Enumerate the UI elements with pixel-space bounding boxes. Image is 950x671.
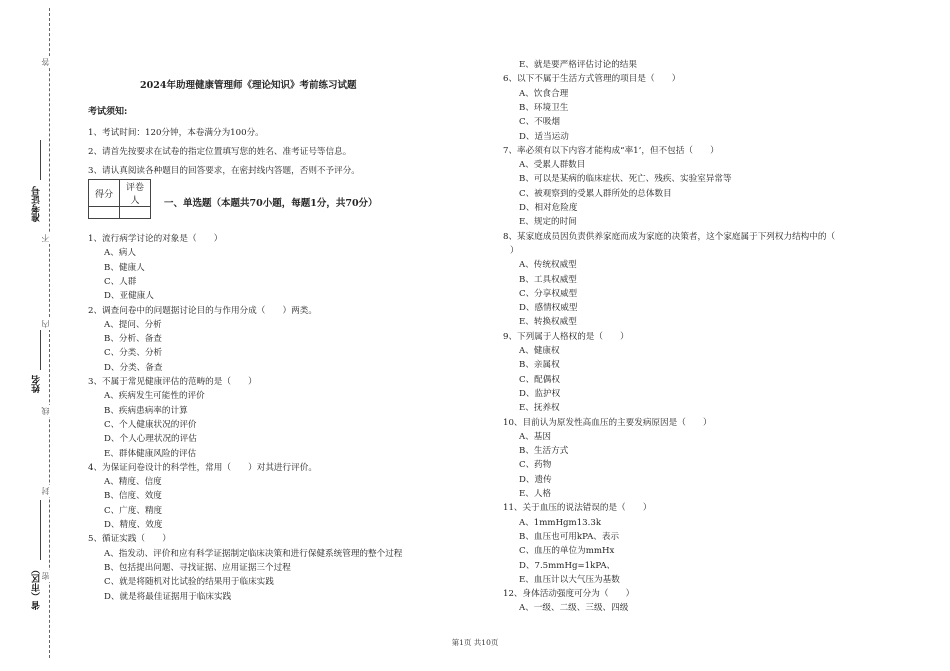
answer-option: D、监护权 (519, 388, 561, 399)
notice-heading: 考试须知: (88, 107, 128, 117)
answer-option: C、就是将随机对比试验的结果用于临床实践 (104, 577, 274, 588)
answer-option: B、可以是某病的临床症状、死亡、残疾、实验室异常等 (519, 174, 732, 185)
seal-mark: 线 (41, 407, 50, 415)
answer-option: B、疾病患病率的计算 (104, 405, 188, 416)
answer-option: C、不吸烟 (519, 117, 560, 128)
region-label: 省（市区） (32, 565, 42, 610)
answer-option: B、血压也可用kPA、表示 (519, 531, 620, 542)
answer-option: C、分类、分析 (104, 348, 163, 359)
page-footer: 第1页 共10页 (451, 638, 499, 647)
score-cell[interactable] (89, 207, 120, 219)
seal-dashed-line (49, 8, 50, 658)
answer-option: B、包括提出问题、寻找证据、应用证据三个过程 (104, 562, 291, 573)
score-header: 得分 (89, 180, 120, 207)
question-stem: 2、调查问卷中的问题据讨论目的与作用分成（ ）两类。 (88, 305, 317, 316)
answer-option: C、分享权威型 (519, 288, 578, 299)
question-stem: 11、关于血压的说法错误的是（ ） (503, 503, 652, 514)
answer-option: B、环境卫生 (519, 102, 569, 113)
grader-cell[interactable] (120, 207, 151, 219)
answer-option: C、广度、精度 (104, 505, 163, 516)
notice-item: 3、请认真阅读各种题目的回答要求，在密封线内答题，否则不予评分。 (88, 166, 360, 176)
answer-option: E、血压计以大气压为基数 (519, 574, 620, 585)
answer-option: E、人格 (519, 489, 552, 499)
question-stem-continuation: ） (510, 245, 519, 256)
answer-option: D、相对危险度 (519, 203, 578, 213)
answer-option: A、病人 (104, 248, 136, 259)
seal-mark: 答 (41, 58, 50, 66)
section-title: 一、单选题（本题共70小题，每题1分，共70分） (164, 198, 378, 209)
score-table (88, 179, 151, 219)
seal-mark: 密 (41, 572, 50, 580)
answer-option: A、受累人群数目 (519, 160, 586, 171)
question-stem: 7、率必须有以下内容才能构成“率1’，但不包括（ ） (503, 145, 719, 156)
answer-option: A、基因 (519, 431, 551, 442)
answer-option: E、转换权威型 (519, 317, 577, 328)
answer-option: C、人群 (104, 276, 137, 287)
region-blank[interactable] (40, 500, 41, 560)
grader-header: 评卷人 (120, 180, 151, 207)
answer-option: A、1mmHgm13.3k (519, 517, 602, 528)
answer-option: D、适当运动 (519, 131, 569, 142)
question-stem: 3、不属于常见健康评估的范畴的是（ ） (88, 377, 257, 387)
answer-option: D、精度、效度 (104, 520, 163, 530)
question-stem: 6、以下不属于生活方式管理的项目是（ ） (503, 74, 681, 85)
answer-option: B、生活方式 (519, 446, 569, 457)
answer-option: D、亚健康人 (104, 291, 154, 302)
answer-option: D、7.5mmHg=1kPA、 (519, 560, 616, 571)
question-stem: 1、流行病学讨论的对象是（ ） (88, 234, 223, 244)
seal-mark: 内 (41, 320, 50, 328)
answer-option: A、健康权 (519, 346, 560, 356)
answer-option: B、亲属权 (519, 360, 560, 371)
answer-option: D、遗传 (519, 474, 552, 485)
question-stem: 10、目前认为原发性高血压的主要发病原因是（ ） (503, 417, 712, 428)
answer-option: B、健康人 (104, 262, 145, 273)
exam-title: 2024年助理健康管理师《理论知识》考前练习试题 (140, 80, 357, 91)
name-blank[interactable] (40, 330, 41, 370)
seal-mark: 不 (41, 234, 50, 242)
answer-option: B、信度、效度 (104, 491, 162, 502)
answer-option: E、抚养权 (519, 403, 560, 414)
answer-option: A、传统权威型 (519, 260, 577, 271)
answer-option: C、配偶权 (519, 374, 560, 385)
answer-option: B、分析、备查 (104, 334, 162, 345)
name-label: 姓名 (32, 375, 42, 393)
question-stem: 9、下列属于人格权的是（ ） (503, 331, 629, 342)
answer-option: A、饮食合理 (519, 88, 569, 99)
question-stem: 4、为保证问卷设计的科学性，常用（ ）对其进行评价。 (88, 462, 317, 473)
answer-option: A、精度、信度 (104, 477, 162, 488)
question-stem: 5、循证实践（ ） (88, 534, 171, 545)
answer-option: D、个人心理状况的评估 (104, 434, 197, 445)
answer-option: A、提问、分析 (104, 319, 162, 330)
answer-option: B、工具权威型 (519, 274, 577, 285)
answer-option: C、被观察到的受累人群所处的总体数目 (519, 188, 672, 199)
answer-option: E、就是要严格评估讨论的结果 (519, 60, 637, 70)
question-stem: 8、某家庭成员因负责供养家庭而成为家庭的决策者，这个家庭属于下列权力结构中的（ (503, 231, 836, 242)
binding-strip (0, 0, 75, 671)
answer-option: C、药物 (519, 460, 552, 471)
answer-option: A、一级、二级、三级、四级 (519, 603, 629, 614)
answer-option: A、指发动、评价和应有科学证据制定临床决策和进行保健系统管理的整个过程 (104, 548, 403, 559)
answer-option: A、疾病发生可能性的评价 (104, 391, 205, 402)
answer-option: D、感情权威型 (519, 303, 578, 314)
ticket-number-blank[interactable] (40, 140, 41, 180)
answer-option: E、群体健康风险的评估 (104, 448, 197, 459)
answer-option: D、分类、备查 (104, 362, 163, 373)
answer-option: C、血压的单位为mmHx (519, 546, 615, 557)
answer-option: C、个人健康状况的评价 (104, 419, 197, 430)
answer-option: D、就是将最佳证据用于临床实践 (104, 591, 232, 602)
seal-mark: 封 (41, 487, 50, 495)
notice-item: 2、请首先按要求在试卷的指定位置填写您的姓名、准考证号等信息。 (88, 147, 352, 157)
ticket-number-label: 准考证号 (32, 186, 42, 222)
question-stem: 12、身体活动强度可分为（ ） (503, 589, 635, 600)
notice-item: 1、考试时间：120分钟，本卷满分为100分。 (88, 128, 264, 138)
answer-option: E、规定的时间 (519, 217, 577, 228)
